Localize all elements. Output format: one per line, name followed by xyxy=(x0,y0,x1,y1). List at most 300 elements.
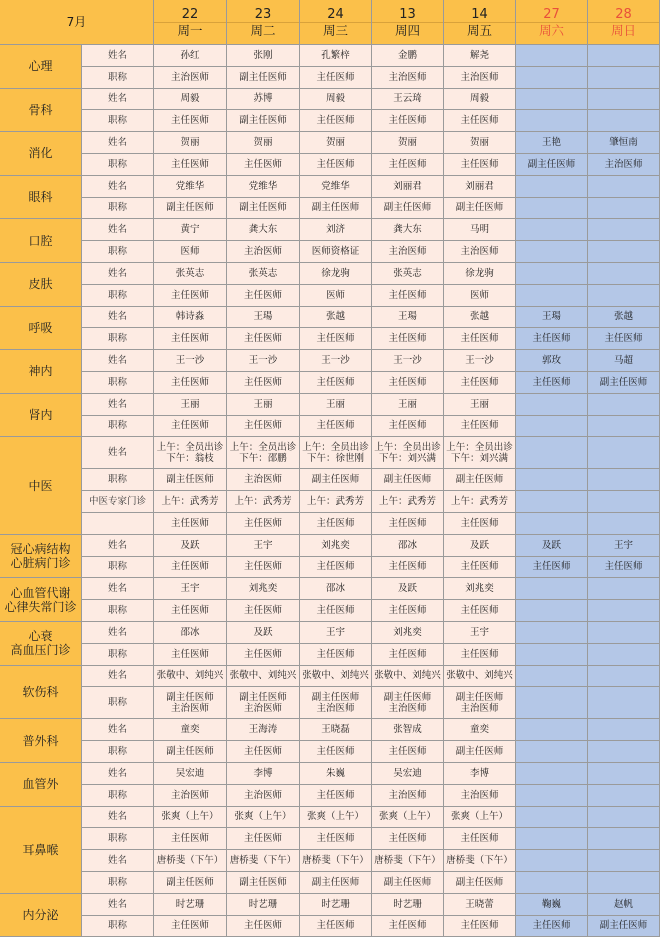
schedule-cell: 主任医师 xyxy=(227,416,300,438)
cell-line: 主治医师 xyxy=(388,702,427,714)
schedule-cell: 主任医师 xyxy=(444,828,516,850)
day-header xyxy=(372,0,444,45)
schedule-cell xyxy=(588,828,660,850)
schedule-cell: 孔繁梓 xyxy=(300,45,372,67)
schedule-cell: 刘济 xyxy=(300,219,372,241)
schedule-cell: 金鹏 xyxy=(372,45,444,67)
schedule-cell: 主任医师 xyxy=(227,285,300,307)
schedule-cell: 主任医师 xyxy=(444,110,516,132)
day-header xyxy=(444,0,516,45)
department-name-line: 骨科 xyxy=(28,102,53,117)
cell-line: 副主任医师 xyxy=(311,691,360,703)
schedule-cell: 上午：武秀芳 xyxy=(227,491,300,513)
schedule-cell: 主任医师 xyxy=(227,600,300,622)
schedule-cell: 主任医师 xyxy=(444,557,516,579)
schedule-cell: 邵冰 xyxy=(154,622,227,644)
schedule-cell: 副主任医师 xyxy=(227,872,300,894)
schedule-cell xyxy=(588,785,660,807)
schedule-cell: 贺丽 xyxy=(154,132,227,154)
row-label: 姓名 xyxy=(82,437,154,469)
row-label: 职称 xyxy=(82,198,154,220)
weekday-label: 周五 xyxy=(444,22,515,38)
schedule-cell xyxy=(516,491,588,513)
schedule-cell: 刘兆奕 xyxy=(372,622,444,644)
schedule-cell: 孙红 xyxy=(154,45,227,67)
department-name-line: 消化 xyxy=(28,146,53,161)
cell-line: 主治医师 xyxy=(170,702,209,714)
schedule-cell: 副主任医师 xyxy=(154,872,227,894)
cell-line: 上午：全员出诊 xyxy=(302,441,369,453)
schedule-cell xyxy=(588,719,660,741)
schedule-cell xyxy=(516,89,588,111)
row-label: 职称 xyxy=(82,916,154,937)
day-number: 24 xyxy=(327,6,344,22)
department-name xyxy=(0,437,82,534)
weekday-label: 周二 xyxy=(227,22,299,38)
schedule-cell: 副主任医师 xyxy=(444,741,516,763)
schedule-cell: 医师 xyxy=(154,241,227,263)
schedule-cell: 邵冰 xyxy=(300,578,372,600)
schedule-cell: 主任医师 xyxy=(154,557,227,579)
schedule-cell: 副主任医师 xyxy=(154,198,227,220)
department-name xyxy=(0,89,82,133)
schedule-cell xyxy=(516,110,588,132)
department-name-line: 中医 xyxy=(28,478,53,493)
day-header xyxy=(588,0,660,45)
schedule-cell: 主任医师 xyxy=(444,328,516,350)
row-label: 职称 xyxy=(82,110,154,132)
schedule-cell: 主任医师 xyxy=(227,513,300,535)
schedule-cell xyxy=(516,666,588,688)
schedule-cell xyxy=(588,850,660,872)
schedule-cell: 王云琦 xyxy=(372,89,444,111)
row-label: 职称 xyxy=(82,416,154,438)
schedule-cell: 主任医师 xyxy=(372,644,444,666)
schedule-cell: 肇恒南 xyxy=(588,132,660,154)
schedule-cell: 王瑒 xyxy=(372,307,444,329)
cell-line: 主治医师 xyxy=(316,702,355,714)
department-name-line: 心律失常门诊 xyxy=(4,599,77,614)
department-name-line: 心理 xyxy=(28,59,53,74)
schedule-cell: 主任医师 xyxy=(444,372,516,394)
schedule-cell: 徐龙驹 xyxy=(444,263,516,285)
schedule-cell xyxy=(516,578,588,600)
schedule-cell xyxy=(588,45,660,67)
department-name xyxy=(0,394,82,438)
cell-line: 上午：全员出诊 xyxy=(446,441,513,453)
schedule-cell xyxy=(372,687,444,719)
schedule-cell xyxy=(516,416,588,438)
day-header xyxy=(227,0,300,45)
weekday-label: 周六 xyxy=(516,22,587,38)
schedule-cell: 上午：武秀芳 xyxy=(154,491,227,513)
row-label: 职称 xyxy=(82,741,154,763)
row-label: 职称 xyxy=(82,872,154,894)
schedule-cell xyxy=(516,600,588,622)
schedule-cell: 主治医师 xyxy=(588,154,660,176)
cell-line: 副主任医师 xyxy=(383,691,432,703)
schedule-cell xyxy=(516,622,588,644)
row-label: 职称 xyxy=(82,557,154,579)
schedule-cell: 张敬中、刘纯兴 xyxy=(300,666,372,688)
row-label: 姓名 xyxy=(82,394,154,416)
schedule-cell xyxy=(516,45,588,67)
schedule-cell: 主任医师 xyxy=(154,644,227,666)
schedule-cell xyxy=(588,513,660,535)
department-name xyxy=(0,45,82,89)
schedule-cell: 张英志 xyxy=(227,263,300,285)
schedule-cell xyxy=(588,872,660,894)
schedule-cell: 主任医师 xyxy=(372,285,444,307)
schedule-cell xyxy=(588,219,660,241)
schedule-cell xyxy=(227,437,300,469)
schedule-cell: 主任医师 xyxy=(227,741,300,763)
department-name xyxy=(0,132,82,176)
schedule-cell: 副主任医师 xyxy=(227,198,300,220)
schedule-cell xyxy=(588,491,660,513)
schedule-cell: 主任医师 xyxy=(372,557,444,579)
schedule-cell: 主任医师 xyxy=(300,741,372,763)
schedule-cell: 主任医师 xyxy=(227,557,300,579)
schedule-cell: 童奕 xyxy=(154,719,227,741)
schedule-cell: 主任医师 xyxy=(300,110,372,132)
schedule-cell: 主任医师 xyxy=(300,513,372,535)
row-label xyxy=(82,513,154,535)
day-number: 22 xyxy=(181,6,199,22)
cell-line: 下午：邵鹏 xyxy=(239,452,287,464)
schedule-cell: 主任医师 xyxy=(372,828,444,850)
schedule-cell: 主治医师 xyxy=(154,67,227,89)
schedule-cell: 王宇 xyxy=(588,535,660,557)
row-label: 姓名 xyxy=(82,850,154,872)
schedule-cell: 副主任医师 xyxy=(372,872,444,894)
schedule-cell: 周毅 xyxy=(154,89,227,111)
schedule-cell: 主任医师 xyxy=(444,600,516,622)
schedule-cell: 主任医师 xyxy=(372,110,444,132)
schedule-cell: 主任医师 xyxy=(154,828,227,850)
department-name-line: 耳鼻喉 xyxy=(22,842,59,857)
schedule-cell: 韩诗淼 xyxy=(154,307,227,329)
schedule-cell: 副主任医师 xyxy=(154,741,227,763)
department-name xyxy=(0,807,82,894)
row-label: 职称 xyxy=(82,154,154,176)
row-label: 职称 xyxy=(82,67,154,89)
schedule-cell xyxy=(588,437,660,469)
schedule-cell: 主任医师 xyxy=(516,557,588,579)
schedule-cell: 主任医师 xyxy=(588,328,660,350)
schedule-cell: 王一沙 xyxy=(227,350,300,372)
schedule-cell xyxy=(588,241,660,263)
schedule-cell: 主任医师 xyxy=(154,154,227,176)
department-name xyxy=(0,578,82,622)
schedule-cell: 主任医师 xyxy=(444,513,516,535)
schedule-cell: 王一沙 xyxy=(154,350,227,372)
schedule-cell: 刘丽君 xyxy=(444,176,516,198)
schedule-cell: 主任医师 xyxy=(300,916,372,937)
schedule-cell: 王一沙 xyxy=(372,350,444,372)
row-label: 姓名 xyxy=(82,219,154,241)
day-number: 28 xyxy=(615,6,632,22)
schedule-cell: 周毅 xyxy=(300,89,372,111)
schedule-cell xyxy=(588,89,660,111)
schedule-cell: 副主任医师 xyxy=(372,198,444,220)
schedule-cell: 及跃 xyxy=(154,535,227,557)
schedule-cell xyxy=(588,469,660,491)
row-label: 姓名 xyxy=(82,176,154,198)
schedule-cell xyxy=(516,285,588,307)
day-number: 13 xyxy=(399,6,416,22)
schedule-cell: 唐桥斐（下午） xyxy=(372,850,444,872)
schedule-cell: 刘兆奕 xyxy=(227,578,300,600)
schedule-cell: 主任医师 xyxy=(300,644,372,666)
schedule-cell: 刘丽君 xyxy=(372,176,444,198)
schedule-cell: 徐龙驹 xyxy=(300,263,372,285)
schedule-cell: 贺丽 xyxy=(444,132,516,154)
weekday-label: 周日 xyxy=(588,22,659,38)
schedule-cell: 主任医师 xyxy=(227,916,300,937)
schedule-cell xyxy=(588,741,660,763)
department-name-line: 口腔 xyxy=(28,233,53,248)
schedule-cell: 主任医师 xyxy=(516,328,588,350)
row-label: 职称 xyxy=(82,687,154,719)
row-label: 姓名 xyxy=(82,350,154,372)
schedule-cell: 张越 xyxy=(588,307,660,329)
schedule-cell xyxy=(588,285,660,307)
row-label: 职称 xyxy=(82,644,154,666)
schedule-cell: 贺丽 xyxy=(300,132,372,154)
row-label: 姓名 xyxy=(82,719,154,741)
schedule-cell: 王宇 xyxy=(227,535,300,557)
row-label: 中医专家门诊 xyxy=(82,491,154,513)
schedule-cell: 主治医师 xyxy=(372,241,444,263)
schedule-cell xyxy=(588,416,660,438)
schedule-cell: 副主任医师 xyxy=(588,916,660,937)
schedule-cell: 副主任医师 xyxy=(444,469,516,491)
schedule-cell: 主任医师 xyxy=(444,916,516,937)
schedule-cell: 上午：武秀芳 xyxy=(444,491,516,513)
weekday-label: 周四 xyxy=(372,22,443,38)
schedule-cell xyxy=(516,263,588,285)
schedule-cell xyxy=(444,437,516,469)
schedule-cell xyxy=(516,807,588,829)
schedule-cell xyxy=(516,763,588,785)
cell-line: 下午：刘兴满 xyxy=(378,452,436,464)
row-label: 姓名 xyxy=(82,535,154,557)
schedule-cell: 张越 xyxy=(300,307,372,329)
schedule-cell: 主任医师 xyxy=(154,372,227,394)
department-name xyxy=(0,666,82,720)
schedule-cell: 唐桥斐（下午） xyxy=(444,850,516,872)
schedule-cell: 王丽 xyxy=(227,394,300,416)
department-name xyxy=(0,622,82,666)
schedule-cell: 王丽 xyxy=(300,394,372,416)
schedule-cell: 主任医师 xyxy=(154,285,227,307)
weekday-label: 周一 xyxy=(154,22,226,38)
row-label: 姓名 xyxy=(82,578,154,600)
department-name-line: 血管外 xyxy=(22,777,59,792)
schedule-cell: 唐桥斐（下午） xyxy=(154,850,227,872)
department-name-line: 皮肤 xyxy=(28,277,53,292)
schedule-cell: 主任医师 xyxy=(300,557,372,579)
schedule-cell: 赵帆 xyxy=(588,894,660,916)
schedule-cell: 王宇 xyxy=(154,578,227,600)
schedule-cell: 主治医师 xyxy=(372,785,444,807)
schedule-cell: 主任医师 xyxy=(300,600,372,622)
schedule-cell: 主任医师 xyxy=(154,513,227,535)
schedule-cell: 童奕 xyxy=(444,719,516,741)
schedule-cell: 主治医师 xyxy=(154,785,227,807)
row-label: 姓名 xyxy=(82,132,154,154)
schedule-cell: 张敬中、刘纯兴 xyxy=(372,666,444,688)
department-name-line: 神内 xyxy=(28,364,53,379)
department-name xyxy=(0,350,82,394)
schedule-cell xyxy=(227,687,300,719)
schedule-cell: 主任医师 xyxy=(372,154,444,176)
schedule-cell: 马超 xyxy=(588,350,660,372)
day-header xyxy=(300,0,372,45)
schedule-cell: 张越 xyxy=(444,307,516,329)
schedule-cell: 王丽 xyxy=(372,394,444,416)
schedule-cell xyxy=(516,67,588,89)
schedule-cell xyxy=(588,198,660,220)
schedule-cell: 副主任医师 xyxy=(588,372,660,394)
row-label: 姓名 xyxy=(82,763,154,785)
schedule-cell xyxy=(588,67,660,89)
schedule-cell: 张智成 xyxy=(372,719,444,741)
schedule-cell xyxy=(516,719,588,741)
row-label: 姓名 xyxy=(82,666,154,688)
schedule-cell: 主任医师 xyxy=(372,372,444,394)
schedule-cell xyxy=(516,219,588,241)
row-label: 职称 xyxy=(82,372,154,394)
schedule-cell: 贺丽 xyxy=(227,132,300,154)
schedule-cell: 朱巍 xyxy=(300,763,372,785)
day-number: 27 xyxy=(543,6,560,22)
schedule-cell: 主治医师 xyxy=(372,67,444,89)
department-name-line: 冠心病结构 xyxy=(10,542,71,557)
schedule-cell: 张敬中、刘纯兴 xyxy=(444,666,516,688)
schedule-cell xyxy=(516,687,588,719)
schedule-cell xyxy=(516,513,588,535)
schedule-cell: 主任医师 xyxy=(154,916,227,937)
schedule-cell: 副主任医师 xyxy=(227,67,300,89)
department-name xyxy=(0,219,82,263)
schedule-cell: 黄宁 xyxy=(154,219,227,241)
schedule-cell: 张爽（上午） xyxy=(372,807,444,829)
schedule-cell: 医师 xyxy=(300,285,372,307)
schedule-cell xyxy=(516,785,588,807)
schedule-cell: 主任医师 xyxy=(300,785,372,807)
schedule-cell: 刘兆奕 xyxy=(300,535,372,557)
schedule-cell: 党维华 xyxy=(227,176,300,198)
schedule-cell: 主任医师 xyxy=(444,154,516,176)
schedule-cell: 王丽 xyxy=(154,394,227,416)
schedule-cell: 王一沙 xyxy=(444,350,516,372)
schedule-cell xyxy=(516,644,588,666)
schedule-cell: 主治医师 xyxy=(227,469,300,491)
row-label: 姓名 xyxy=(82,307,154,329)
schedule-cell xyxy=(588,687,660,719)
schedule-cell: 主任医师 xyxy=(154,110,227,132)
schedule-cell: 张敬中、刘纯兴 xyxy=(154,666,227,688)
schedule-cell: 主任医师 xyxy=(588,557,660,579)
schedule-cell: 王一沙 xyxy=(300,350,372,372)
department-name-line: 软伤科 xyxy=(22,684,59,699)
schedule-cell: 吴宏迪 xyxy=(372,763,444,785)
cell-line: 副主任医师 xyxy=(239,691,287,703)
schedule-cell: 张英志 xyxy=(154,263,227,285)
cell-line: 下午：刘兴满 xyxy=(450,452,508,464)
schedule-cell xyxy=(588,644,660,666)
day-number: 23 xyxy=(254,6,272,22)
schedule-cell: 主任医师 xyxy=(516,372,588,394)
cell-line: 上午：全员出诊 xyxy=(229,441,297,453)
schedule-cell: 副主任医师 xyxy=(300,198,372,220)
schedule-cell: 鞠巍 xyxy=(516,894,588,916)
row-label: 姓名 xyxy=(82,45,154,67)
schedule-cell: 龚大东 xyxy=(227,219,300,241)
schedule-cell xyxy=(516,241,588,263)
schedule-cell: 医师资格证 xyxy=(300,241,372,263)
schedule-cell: 主任医师 xyxy=(372,741,444,763)
schedule-cell: 及跃 xyxy=(444,535,516,557)
schedule-cell xyxy=(588,666,660,688)
department-name xyxy=(0,263,82,307)
schedule-cell: 张英志 xyxy=(372,263,444,285)
schedule-cell: 贺丽 xyxy=(372,132,444,154)
department-name xyxy=(0,176,82,220)
day-header xyxy=(516,0,588,45)
schedule-cell: 唐桥斐（下午） xyxy=(227,850,300,872)
schedule-cell: 龚大东 xyxy=(372,219,444,241)
schedule-cell: 党维华 xyxy=(300,176,372,198)
row-label: 职称 xyxy=(82,469,154,491)
day-header xyxy=(154,0,227,45)
department-name-line: 眼科 xyxy=(28,190,53,205)
row-label: 职称 xyxy=(82,785,154,807)
schedule-cell: 张爽（上午） xyxy=(300,807,372,829)
month-header: 7月 xyxy=(0,0,154,45)
schedule-cell xyxy=(516,872,588,894)
schedule-cell xyxy=(516,469,588,491)
schedule-cell: 及跃 xyxy=(372,578,444,600)
schedule-cell: 唐桥斐（下午） xyxy=(300,850,372,872)
schedule-cell: 郭玫 xyxy=(516,350,588,372)
schedule-cell: 党维华 xyxy=(154,176,227,198)
schedule-cell: 主任医师 xyxy=(372,916,444,937)
schedule-cell: 主任医师 xyxy=(372,416,444,438)
schedule-cell: 主任医师 xyxy=(300,67,372,89)
row-label: 职称 xyxy=(82,241,154,263)
schedule-cell: 副主任医师 xyxy=(227,110,300,132)
row-label: 姓名 xyxy=(82,263,154,285)
schedule-cell: 王艳 xyxy=(516,132,588,154)
schedule-cell: 张刚 xyxy=(227,45,300,67)
cell-line: 主治医师 xyxy=(460,702,499,714)
schedule-cell: 主任医师 xyxy=(154,600,227,622)
schedule-cell: 时艺珊 xyxy=(300,894,372,916)
schedule-cell xyxy=(588,622,660,644)
schedule-cell: 主任医师 xyxy=(300,416,372,438)
schedule-cell xyxy=(588,176,660,198)
department-name xyxy=(0,894,82,937)
schedule-cell: 主任医师 xyxy=(227,828,300,850)
department-name xyxy=(0,307,82,351)
schedule-cell: 医师 xyxy=(444,285,516,307)
schedule-cell: 王海涛 xyxy=(227,719,300,741)
cell-line: 上午：全员出诊 xyxy=(156,441,224,453)
schedule-cell xyxy=(300,437,372,469)
